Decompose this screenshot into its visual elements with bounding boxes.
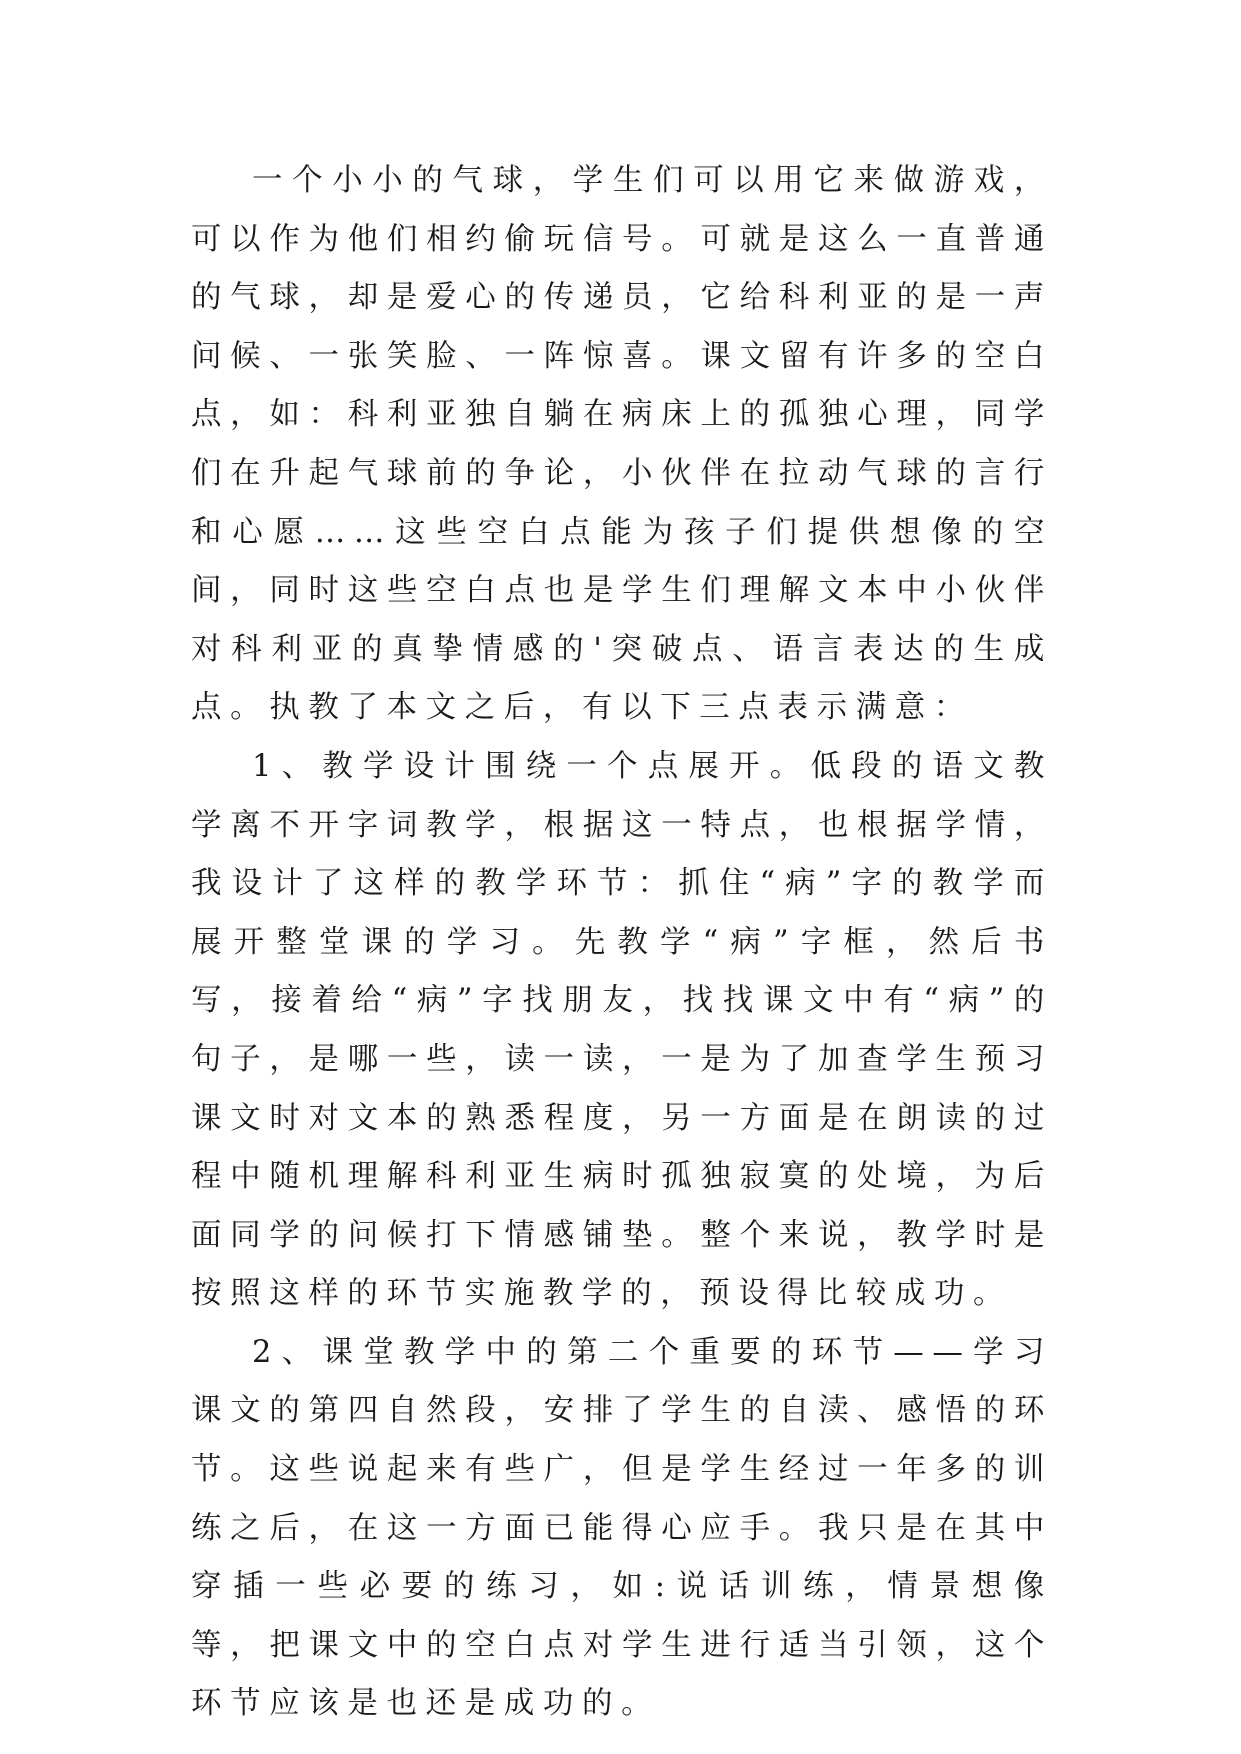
paragraph-point-1: 1、教学设计围绕一个点展开。低段的语文教学离不开字词教学，根据这一特点，也根据学情，我设计了这样的教学环节：抓住“病”字的教学而展开整堂课的学习。先教学“病”字框，然后书写，接着给“病”字找朋友，找找课文中有“病”的句子，是哪一些，读一读，一是为了加查学生预习课文时对文本的熟悉程度，另一方面是在朗读的过程中随机理解科利亚生病时孤独寂寞的处境，为后面同学的问候打下情感铺垫。整个来说，教学时是按照这样的环节实施教学的，预设得比较成功。: [191, 748, 1053, 1312]
document-page: [191, 152, 1053, 1734]
paragraph-point-2: 2、课堂教学中的第二个重要的环节——学习课文的第四自然段，安排了学生的自渎、感悟的环节。这些说起来有些广，但是学生经过一年多的训练之后，在这一方面已能得心应手。我只是在其中穿插一些必要的练习，如:说话训练，情景想像等，把课文中的空白点对学生进行适当引领，这个环节应该是也还是成功的。: [191, 1334, 1053, 1722]
paragraph-intro: 一个小小的气球，学生们可以用它来做游戏，可以作为他们相约偷玩信号。可就是这么一直普通的气球，却是爱心的传递员，它给科利亚的是一声问候、一张笑脸、一阵惊喜。课文留有许多的空白点，如：科利亚独自躺在病床上的孤独心理，同学们在升起气球前的争论，小伙伴在拉动气球的言行和心愿……这些空白点能为孩子们提供想像的空间，同时这些空白点也是学生们理解文本中小伙伴对科利亚的真挚情感的'突破点、语言表达的生成点。执教了本文之后，有以下三点表示满意：: [191, 163, 1053, 726]
